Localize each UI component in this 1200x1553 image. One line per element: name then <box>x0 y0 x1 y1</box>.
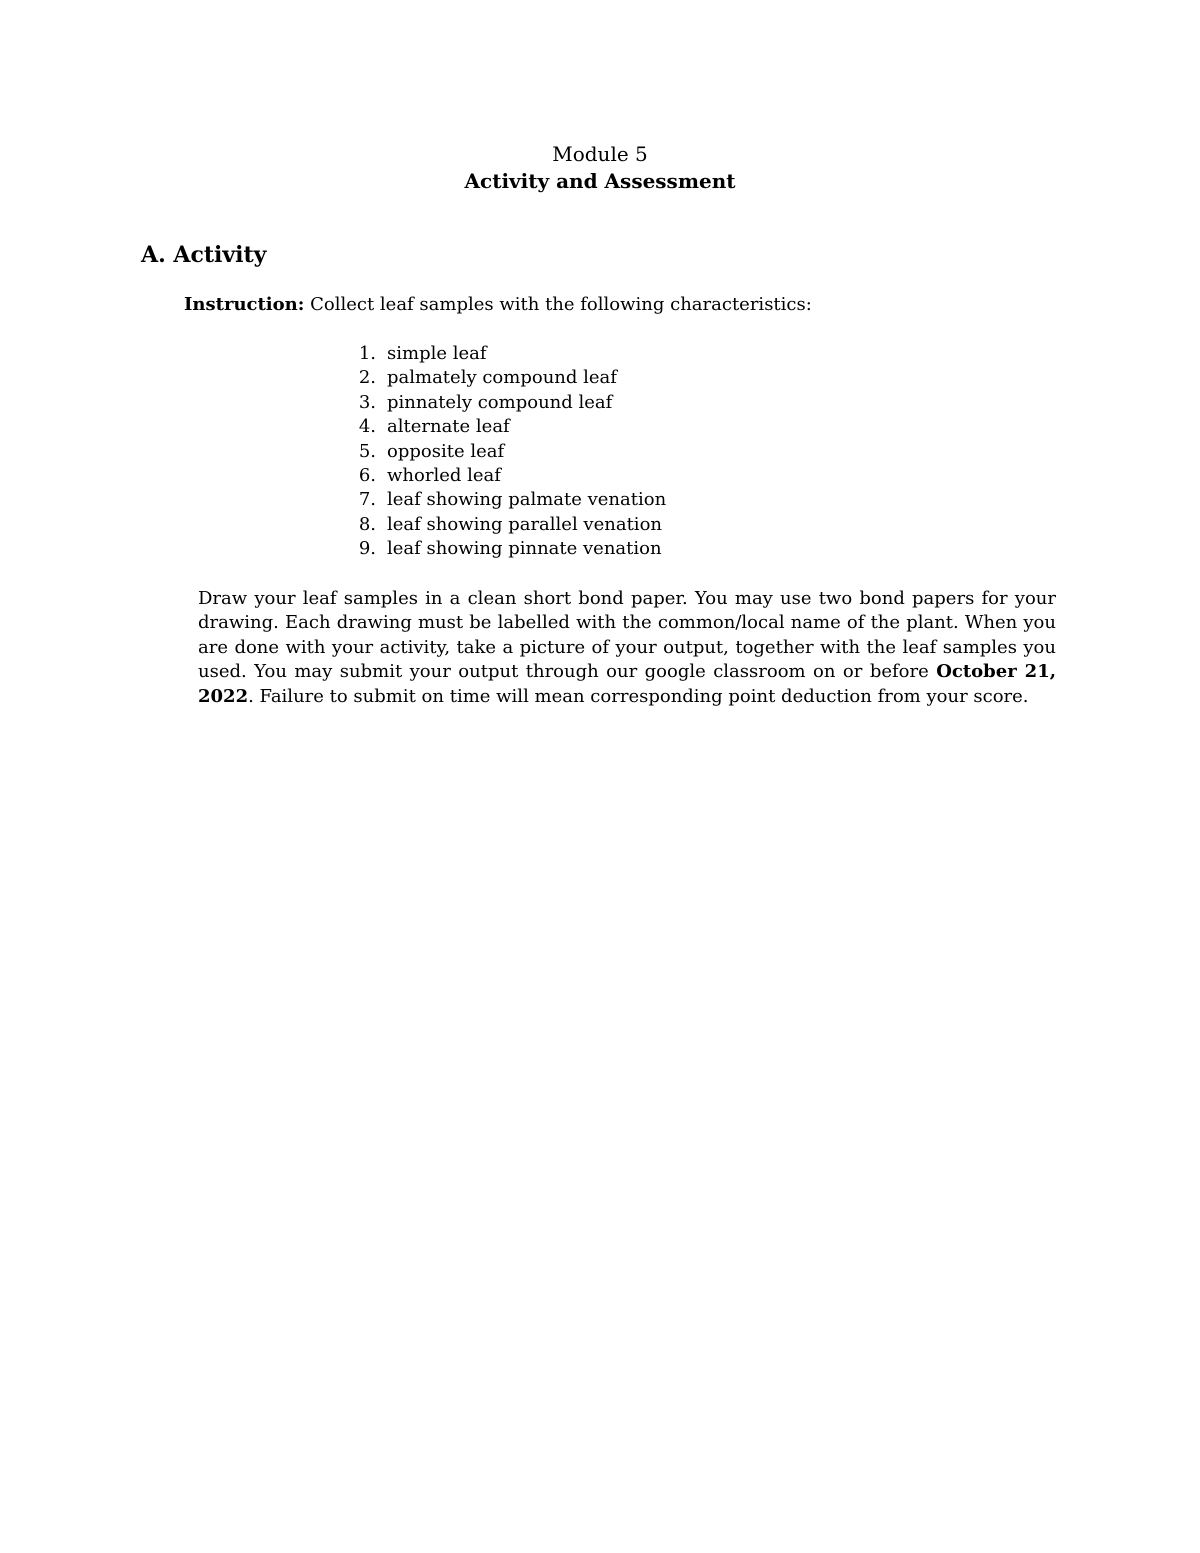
section-heading: A. Activity <box>141 242 267 268</box>
paragraph-text-end: . Failure to submit on time will mean corresponding point deduction from your score. <box>248 685 1029 707</box>
list-item-number: 2. <box>358 367 376 389</box>
list-item-number: 8. <box>358 513 376 535</box>
deadline-date: October 21, 2022 <box>198 661 1056 707</box>
paragraph-text: Draw your leaf samples in a clean short bond paper. You may use two bond papers for your drawing. Each drawing must be labelled with the common/local name of the plant. When you are done with your activity, take a picture of your output, together with the leaf samples you used. You may submit your output through our google classroom on or before <box>198 588 1056 683</box>
list-item-text: alternate leaf <box>387 416 510 438</box>
instruction-label: Instruction: <box>184 294 305 315</box>
instruction-text: Collect leaf samples with the following characteristics: <box>304 294 812 315</box>
module-subtitle: Activity and Assessment <box>464 169 736 193</box>
list-item-number: 7. <box>358 489 376 511</box>
list-item-text: simple leaf <box>387 343 487 364</box>
list-item-text: whorled leaf <box>387 464 501 486</box>
list-item-number: 1. <box>358 343 376 364</box>
list-item-text: leaf showing parallel venation <box>387 513 662 535</box>
module-title: Module 5 <box>552 142 648 166</box>
list-item-number: 9. <box>358 538 376 560</box>
list-item-text: palmately compound leaf <box>387 367 617 389</box>
list-item-text: leaf showing palmate venation <box>387 489 667 511</box>
instructions-paragraph <box>198 587 1056 709</box>
list-item-number: 4. <box>358 416 376 438</box>
list-item-text: leaf showing pinnate venation <box>387 538 662 560</box>
instruction-line <box>184 292 812 318</box>
title-block <box>0 141 1200 195</box>
list-item-text: opposite leaf <box>387 440 505 462</box>
list-item-number: 3. <box>358 391 376 413</box>
list-item-text: pinnately compound leaf <box>387 391 613 413</box>
list-item-number: 6. <box>358 464 376 486</box>
list-item-number: 5. <box>358 440 376 462</box>
